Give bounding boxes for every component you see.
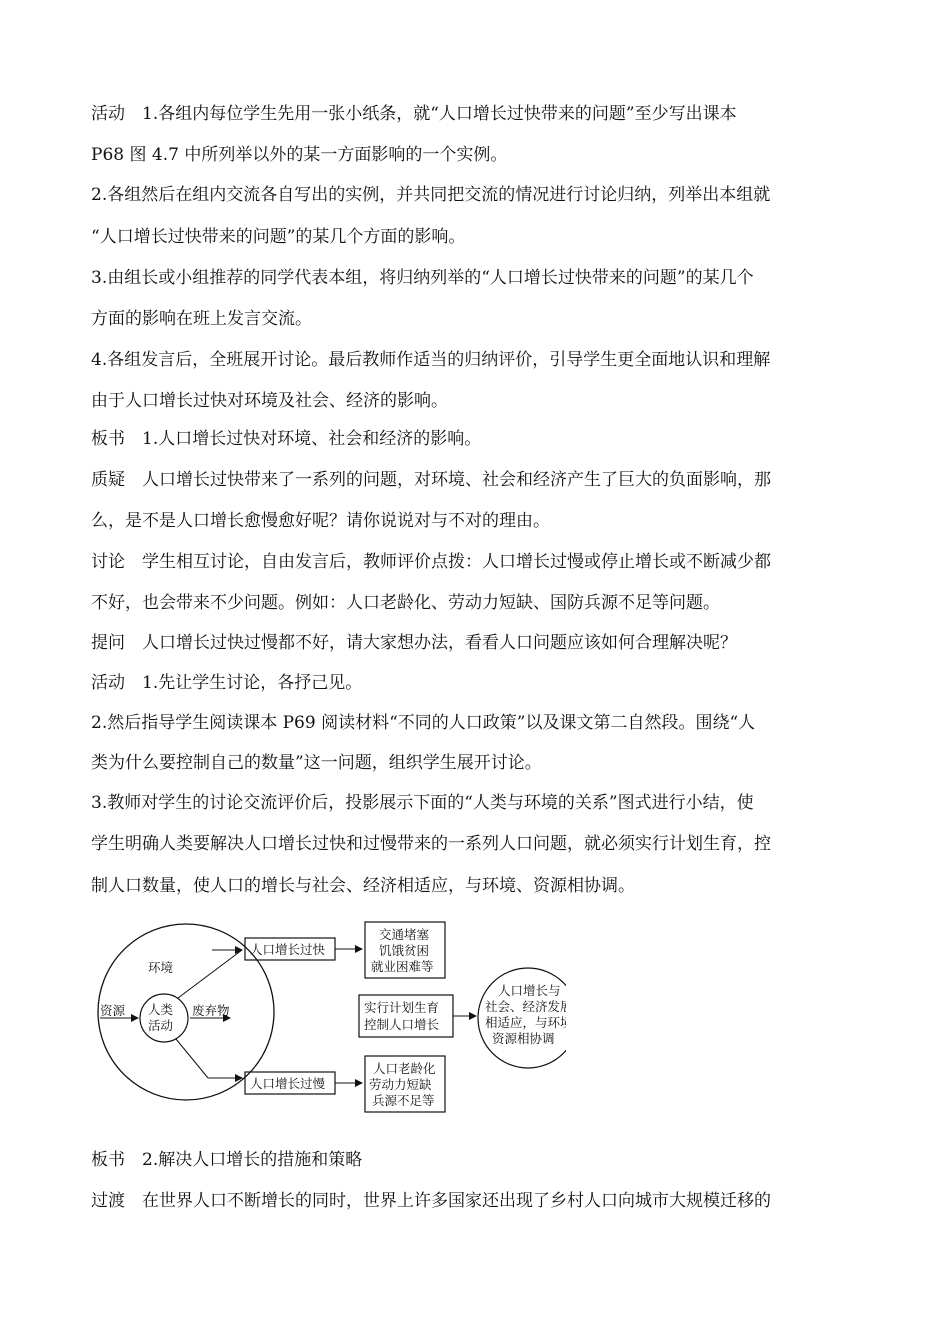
fast-growth-label: 人口增长过快 — [250, 942, 326, 957]
text-line: 板书 2.解决人口增长的措施和策略 — [91, 1150, 363, 1170]
human-label-2: 活动 — [148, 1018, 174, 1033]
text-line: 过渡 在世界人口不断增长的同时，世界上许多国家还出现了乡村人口向城市大规模迁移的 — [91, 1191, 771, 1211]
text-line: 板书 1.人口增长过快对环境、社会和经济的影响。 — [91, 429, 482, 449]
text-line: 质疑 人口增长过快带来了一系列的问题，对环境、社会和经济产生了巨大的负面影响，那 — [91, 470, 771, 490]
text-line: 3.教师对学生的讨论交流评价后，投影展示下面的“人类与环境的关系”图式进行小结，使 — [91, 793, 754, 813]
goal-line-2: 社会、经济发展 — [485, 999, 566, 1014]
text-line: 3.由组长或小组推荐的同学代表本组，将归纳列举的“人口增长过快带来的问题”的某几个 — [91, 268, 754, 288]
human-environment-diagram — [96, 912, 566, 1137]
text-line: 么，是不是人口增长愈慢愈好呢？请你说说对与不对的理由。 — [91, 511, 550, 531]
text-line: 不好，也会带来不少问题。例如：人口老龄化、劳动力短缺、国防兵源不足等问题。 — [91, 593, 720, 613]
text-line: 方面的影响在班上发言交流。 — [91, 309, 312, 329]
slow-problem-3: 兵源不足等 — [372, 1093, 435, 1108]
text-line: P68 图 4.7 中所列举以外的某一方面影响的一个实例。 — [91, 145, 508, 165]
text-line: 类为什么要控制自己的数量”这一问题，组织学生展开讨论。 — [91, 753, 542, 773]
fast-problem-1: 交通堵塞 — [379, 927, 430, 942]
policy-line-2: 控制人口增长 — [364, 1017, 440, 1032]
goal-line-4: 资源相协调 — [492, 1031, 555, 1046]
text-line: 4.各组发言后，全班展开讨论。最后教师作适当的归纳评价，引导学生更全面地认识和理解 — [91, 350, 771, 370]
text-line: 活动 1.先让学生讨论，各抒己见。 — [91, 673, 363, 693]
environment-label: 环境 — [148, 960, 174, 975]
fast-problem-3: 就业困难等 — [371, 959, 434, 974]
text-line: 讨论 学生相互讨论，自由发言后，教师评价点拨：人口增长过慢或停止增长或不断减少都 — [91, 552, 771, 572]
goal-line-1: 人口增长与 — [498, 983, 561, 998]
text-line: 提问 人口增长过快过慢都不好，请大家想办法，看看人口问题应该如何合理解决呢？ — [91, 633, 737, 653]
slow-growth-label: 人口增长过慢 — [250, 1076, 326, 1091]
text-line: 2.各组然后在组内交流各自写出的实例，并共同把交流的情况进行讨论归纳，列举出本组就 — [91, 185, 771, 205]
text-line: 制人口数量，使人口的增长与社会、经济相适应，与环境、资源相协调。 — [91, 876, 635, 896]
goal-line-3: 相适应，与环境 — [485, 1015, 566, 1030]
resources-label: 资源 — [100, 1003, 126, 1018]
fast-problem-2: 饥饿贫困 — [379, 943, 430, 958]
slow-problem-1: 人口老龄化 — [373, 1061, 436, 1076]
waste-label: 废弃物 — [192, 1003, 230, 1018]
policy-line-1: 实行计划生育 — [364, 1000, 440, 1015]
text-line: “人口增长过快带来的问题”的某几个方面的影响。 — [91, 227, 466, 247]
human-label-1: 人类 — [148, 1002, 174, 1017]
slow-problem-2: 劳动力短缺 — [369, 1077, 432, 1092]
text-line: 学生明确人类要解决人口增长过快和过慢带来的一系列人口问题，就必须实行计划生育，控 — [91, 834, 771, 854]
text-line: 活动 1.各组内每位学生先用一张小纸条，就“人口增长过快带来的问题”至少写出课本 — [91, 104, 737, 124]
text-line: 2.然后指导学生阅读课本 P69 阅读材料“不同的人口政策”以及课文第二自然段。围绕“人 — [91, 713, 756, 733]
text-line: 由于人口增长过快对环境及社会、经济的影响。 — [91, 391, 448, 411]
